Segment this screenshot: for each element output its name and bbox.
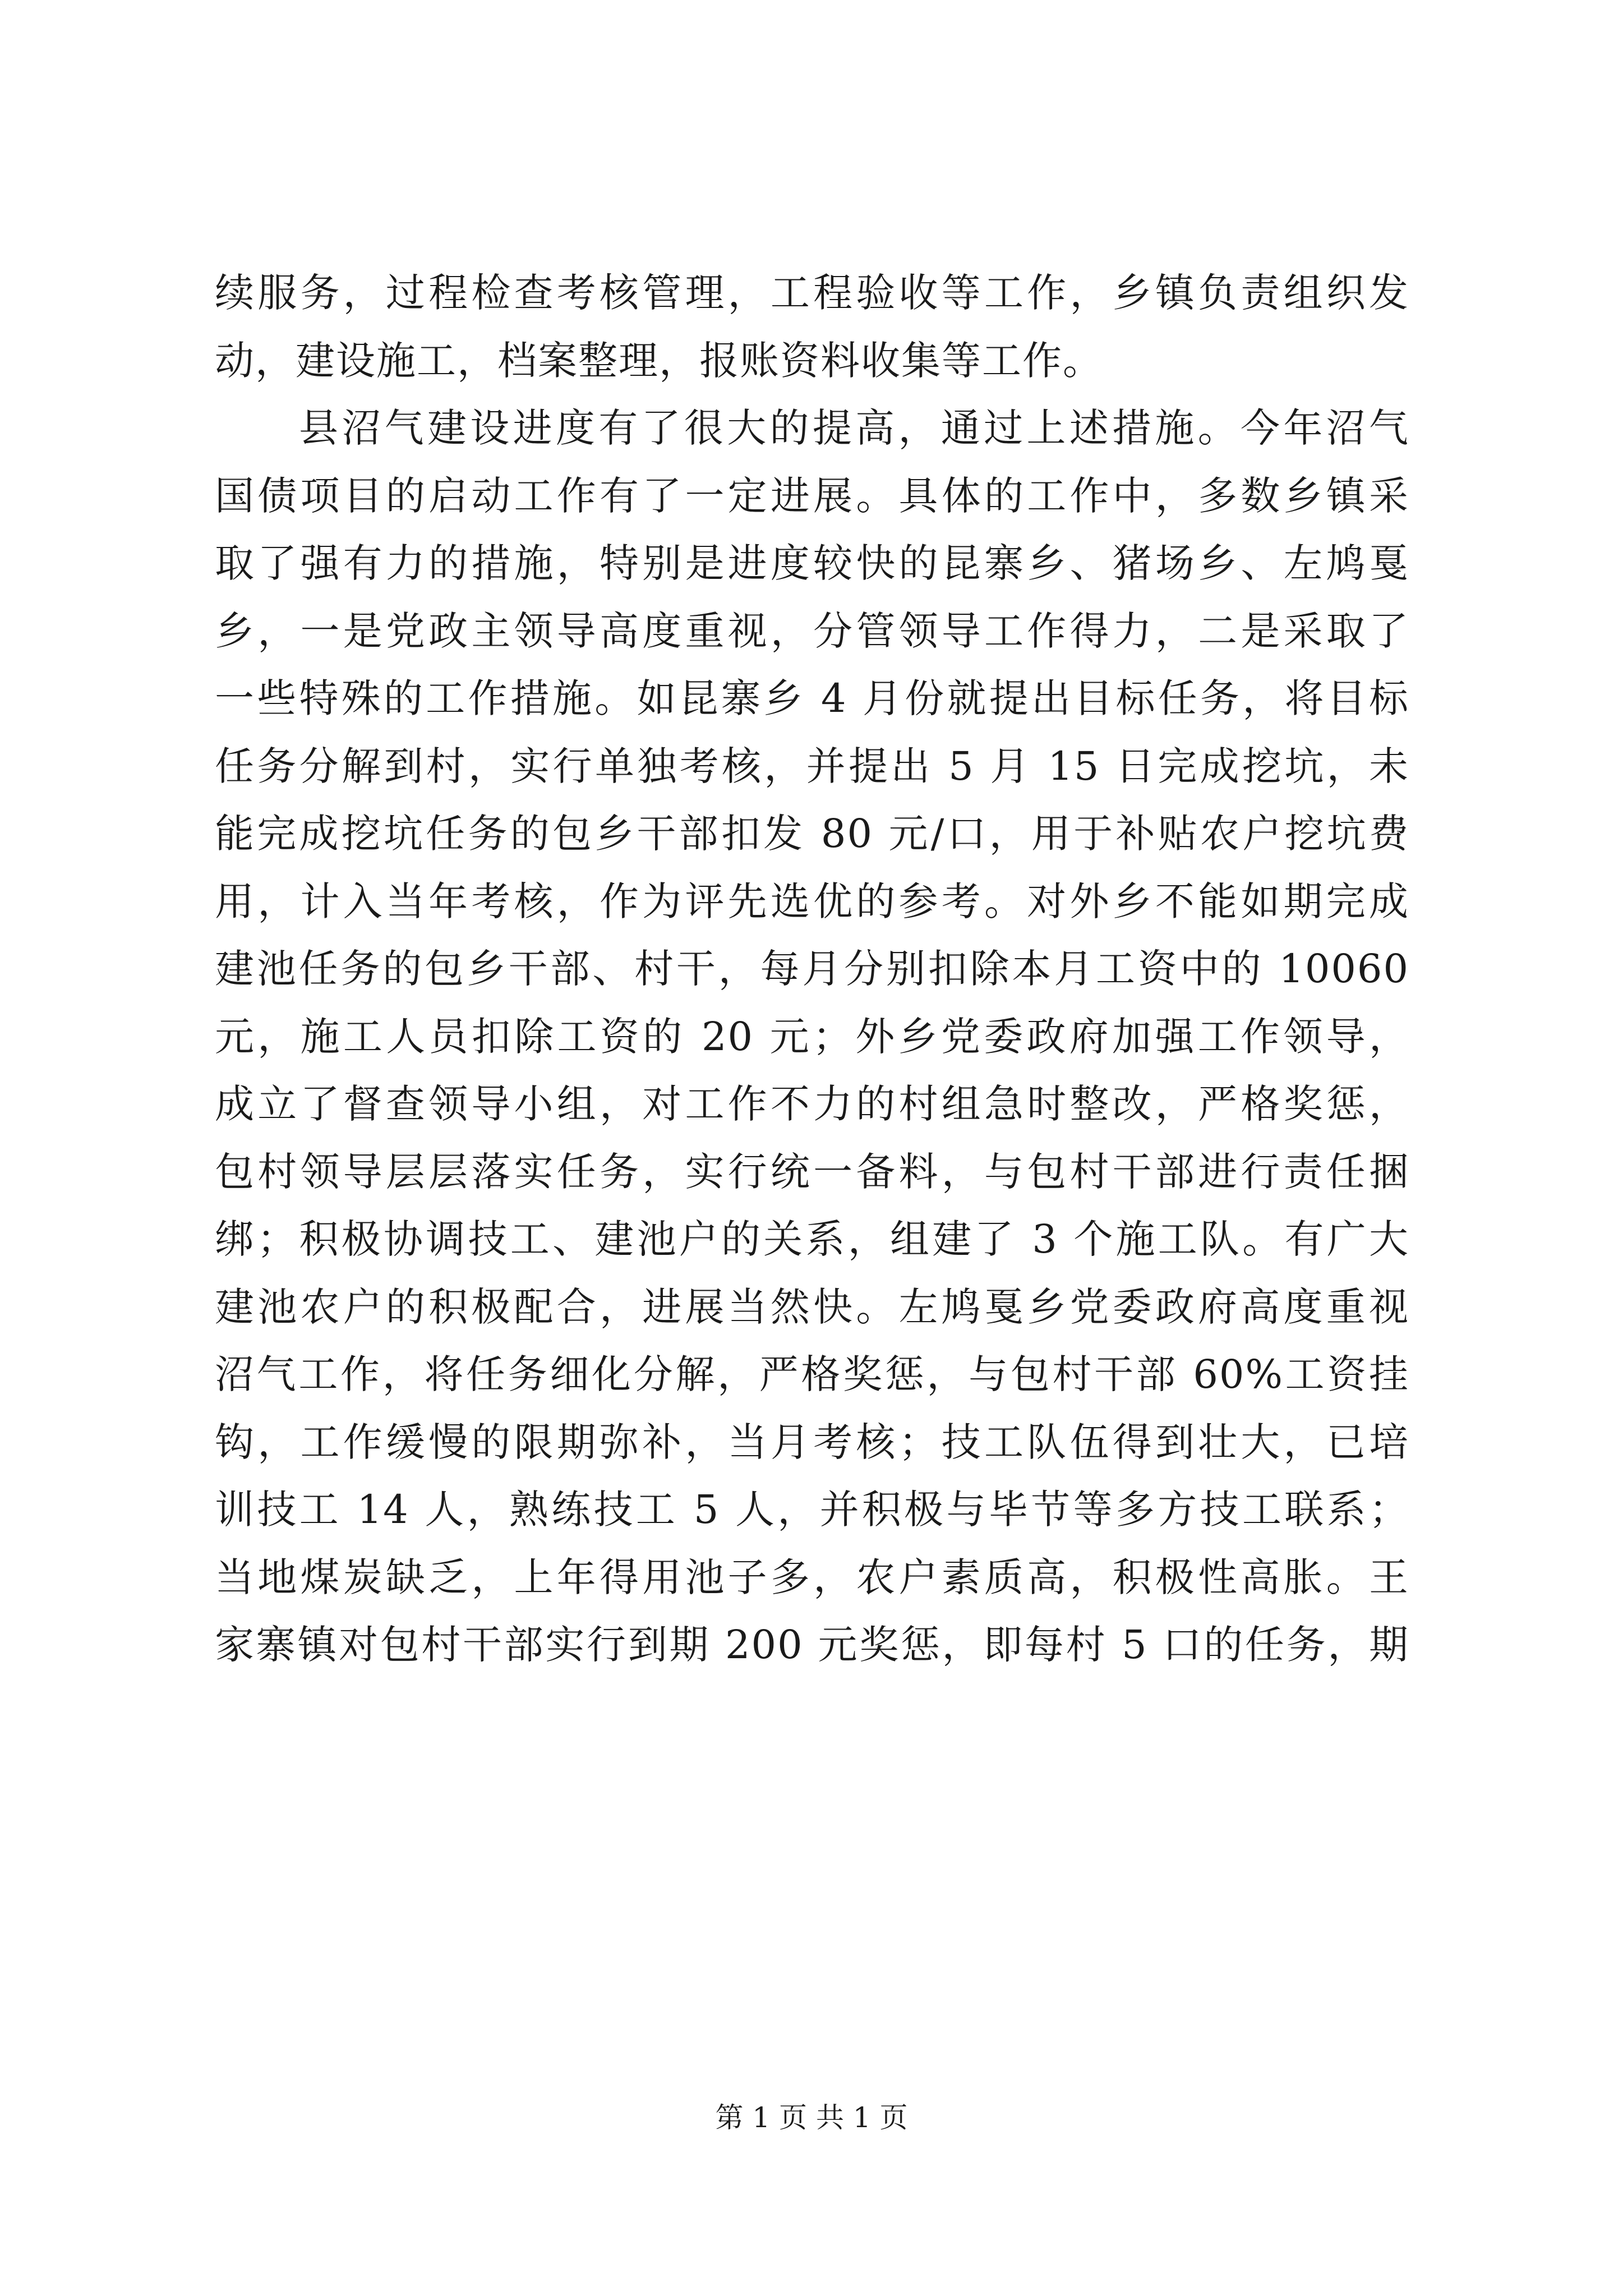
text-line: 沼气工作，将任务细化分解，严格奖惩，与包村干部 60%工资挂 [215, 1351, 1409, 1397]
text-line: 成立了督查领导小组，对工作不力的村组急时整改，严格奖惩， [215, 1081, 1409, 1127]
text-line: 续服务，过程检查考核管理，工程验收等工作，乡镇负责组织发 [215, 270, 1409, 316]
text-line: 能完成挖坑任务的包乡干部扣发 80 元/口，用于补贴农户挖坑费 [215, 811, 1409, 857]
text-line: 取了强有力的措施，特别是进度较快的昆寨乡、猪场乡、左鸠戛 [215, 540, 1409, 586]
text-line: 当地煤炭缺乏，上年得用池子多，农户素质高，积极性高胀。王 [215, 1554, 1409, 1600]
text-line: 包村领导层层落实任务，实行统一备料，与包村干部进行责任捆 [215, 1148, 1409, 1195]
text-line: 家寨镇对包村干部实行到期 200 元奖惩，即每村 5 口的任务，期 [215, 1622, 1409, 1668]
text-line: 建池任务的包乡干部、村干，每月分别扣除本月工资中的 10060 [215, 946, 1409, 992]
text-line: 绑；积极协调技工、建池户的关系，组建了 3 个施工队。有广大 [215, 1216, 1409, 1262]
text-line: 动，建设施工，档案整理，报账资料收集等工作。 [215, 337, 1103, 384]
paragraph-first-line: 县沼气建设进度有了很大的提高，通过上述措施。今年沼气 [299, 405, 1409, 451]
text-line: 元，施工人员扣除工资的 20 元；外乡党委政府加强工作领导， [215, 1013, 1409, 1060]
text-line: 国债项目的启动工作有了一定进展。具体的工作中，多数乡镇采 [215, 472, 1409, 519]
body-text [215, 259, 1409, 1679]
text-line: 乡，一是党政主领导高度重视，分管领导工作得力，二是采取了 [215, 608, 1409, 654]
page-footer: 第 1 页 共 1 页 [715, 2101, 908, 2134]
text-line: 用，计入当年考核，作为评先选优的参考。对外乡不能如期完成 [215, 878, 1409, 924]
text-line: 建池农户的积极配合，进展当然快。左鸠戛乡党委政府高度重视 [215, 1283, 1409, 1330]
text-line: 任务分解到村，实行单独考核，并提出 5 月 15 日完成挖坑，未 [215, 743, 1409, 789]
text-line: 一些特殊的工作措施。如昆寨乡 4 月份就提出目标任务，将目标 [215, 675, 1409, 721]
text-line: 训技工 14 人，熟练技工 5 人，并积极与毕节等多方技工联系； [215, 1487, 1409, 1533]
text-line: 钩，工作缓慢的限期弥补，当月考核；技工队伍得到壮大，已培 [215, 1419, 1409, 1465]
